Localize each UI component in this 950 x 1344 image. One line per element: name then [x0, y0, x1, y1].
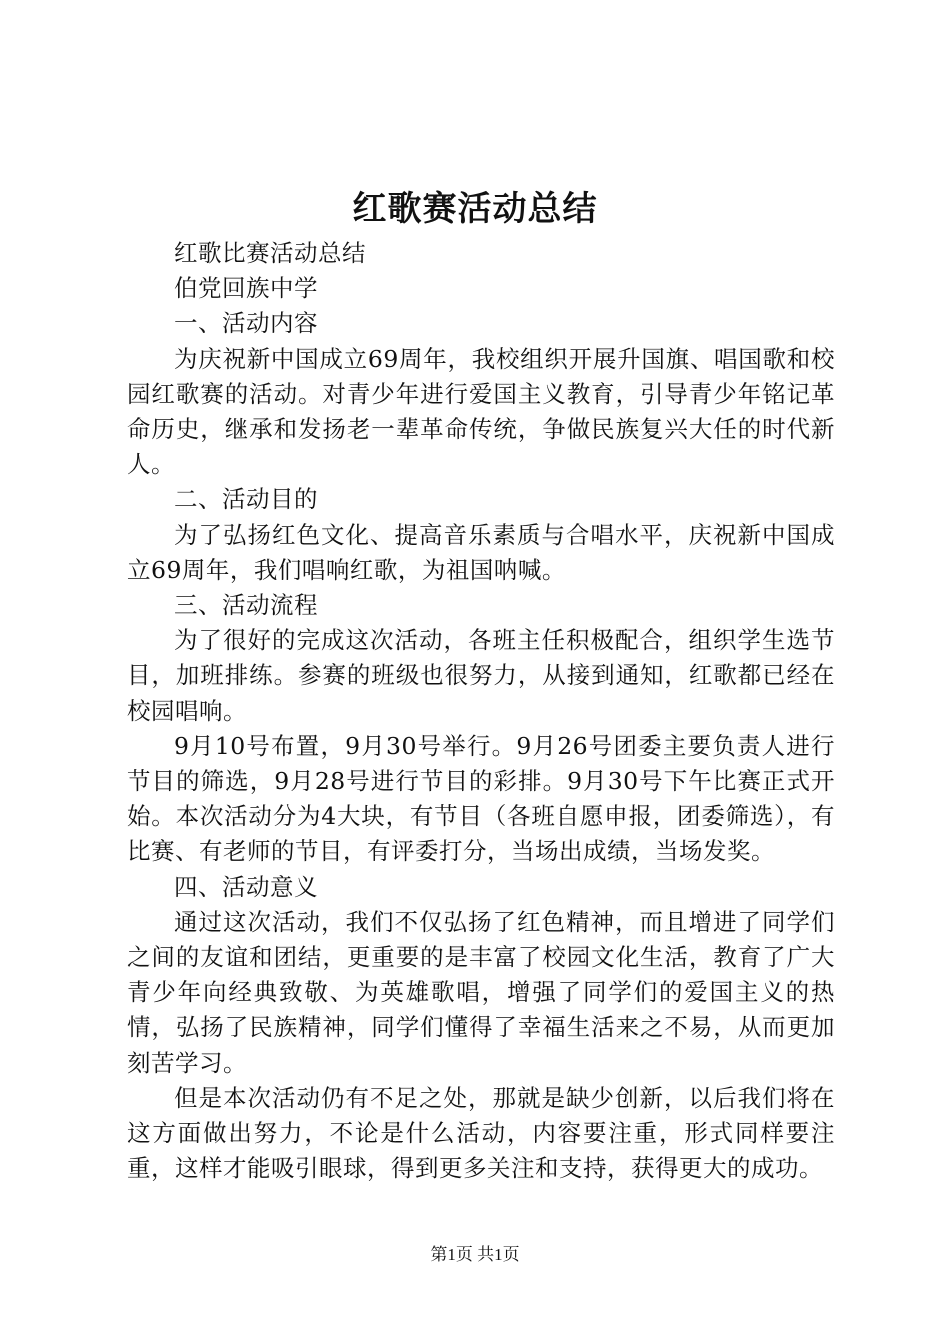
paragraph-shortcomings: 但是本次活动仍有不足之处，那就是缺少创新，以后我们将在这方面做出努力，不论是什么活动，内容要注重，形式同样要注重，这样才能吸引眼球，得到更多关注和支持，获得更大的成功。 — [127, 1083, 835, 1183]
document-title: 红歌赛活动总结 — [352, 189, 598, 229]
paragraph-subtitle: 红歌比赛活动总结 — [174, 239, 366, 267]
section-heading-process: 三、活动流程 — [174, 591, 318, 620]
paragraph-process-2: 9月10号布置，9月30号举行。9月26号团委主要负责人进行节目的筛选，9月28号进行节目的彩排。9月30号下午比赛正式开始。本次活动分为4大块，有节目（各班自愿申报，团委筛选），有比赛、有老师的节目，有评委打分，当场出成绩，当场发奖。 — [127, 731, 835, 866]
paragraph-process-1: 为了很好的完成这次活动，各班主任积极配合，组织学生选节目，加班排练。参赛的班级也很努力，从接到通知，红歌都已经在校园唱响。 — [127, 626, 835, 725]
paragraph-school-name: 伯党回族中学 — [174, 274, 318, 303]
section-heading-purpose: 二、活动目的 — [174, 485, 318, 514]
section-heading-significance: 四、活动意义 — [174, 872, 318, 901]
section-heading-content: 一、活动内容 — [174, 309, 318, 338]
document-body — [127, 236, 835, 1186]
page-number-footer: 第1页 共1页 — [430, 1245, 520, 1264]
paragraph-significance: 通过这次活动，我们不仅弘扬了红色精神，而且增进了同学们之间的友谊和团结，更重要的是丰富了校园文化生活，教育了广大青少年向经典致敬、为英雄歌唱，增强了同学们的爱国主义的热情，弘扬了民族精神，同学们懂得了幸福生活来之不易，从而更加刻苦学习。 — [127, 907, 835, 1077]
paragraph-content: 为庆祝新中国成立69周年，我校组织开展升国旗、唱国歌和校园红歌赛的活动。对青少年进行爱国主义教育，引导青少年铭记革命历史，继承和发扬老一辈革命传统，争做民族复兴大任的时代新人。 — [127, 344, 835, 479]
paragraph-purpose: 为了弘扬红色文化、提高音乐素质与合唱水平，庆祝新中国成立69周年，我们唱响红歌，为祖国呐喊。 — [127, 520, 835, 584]
